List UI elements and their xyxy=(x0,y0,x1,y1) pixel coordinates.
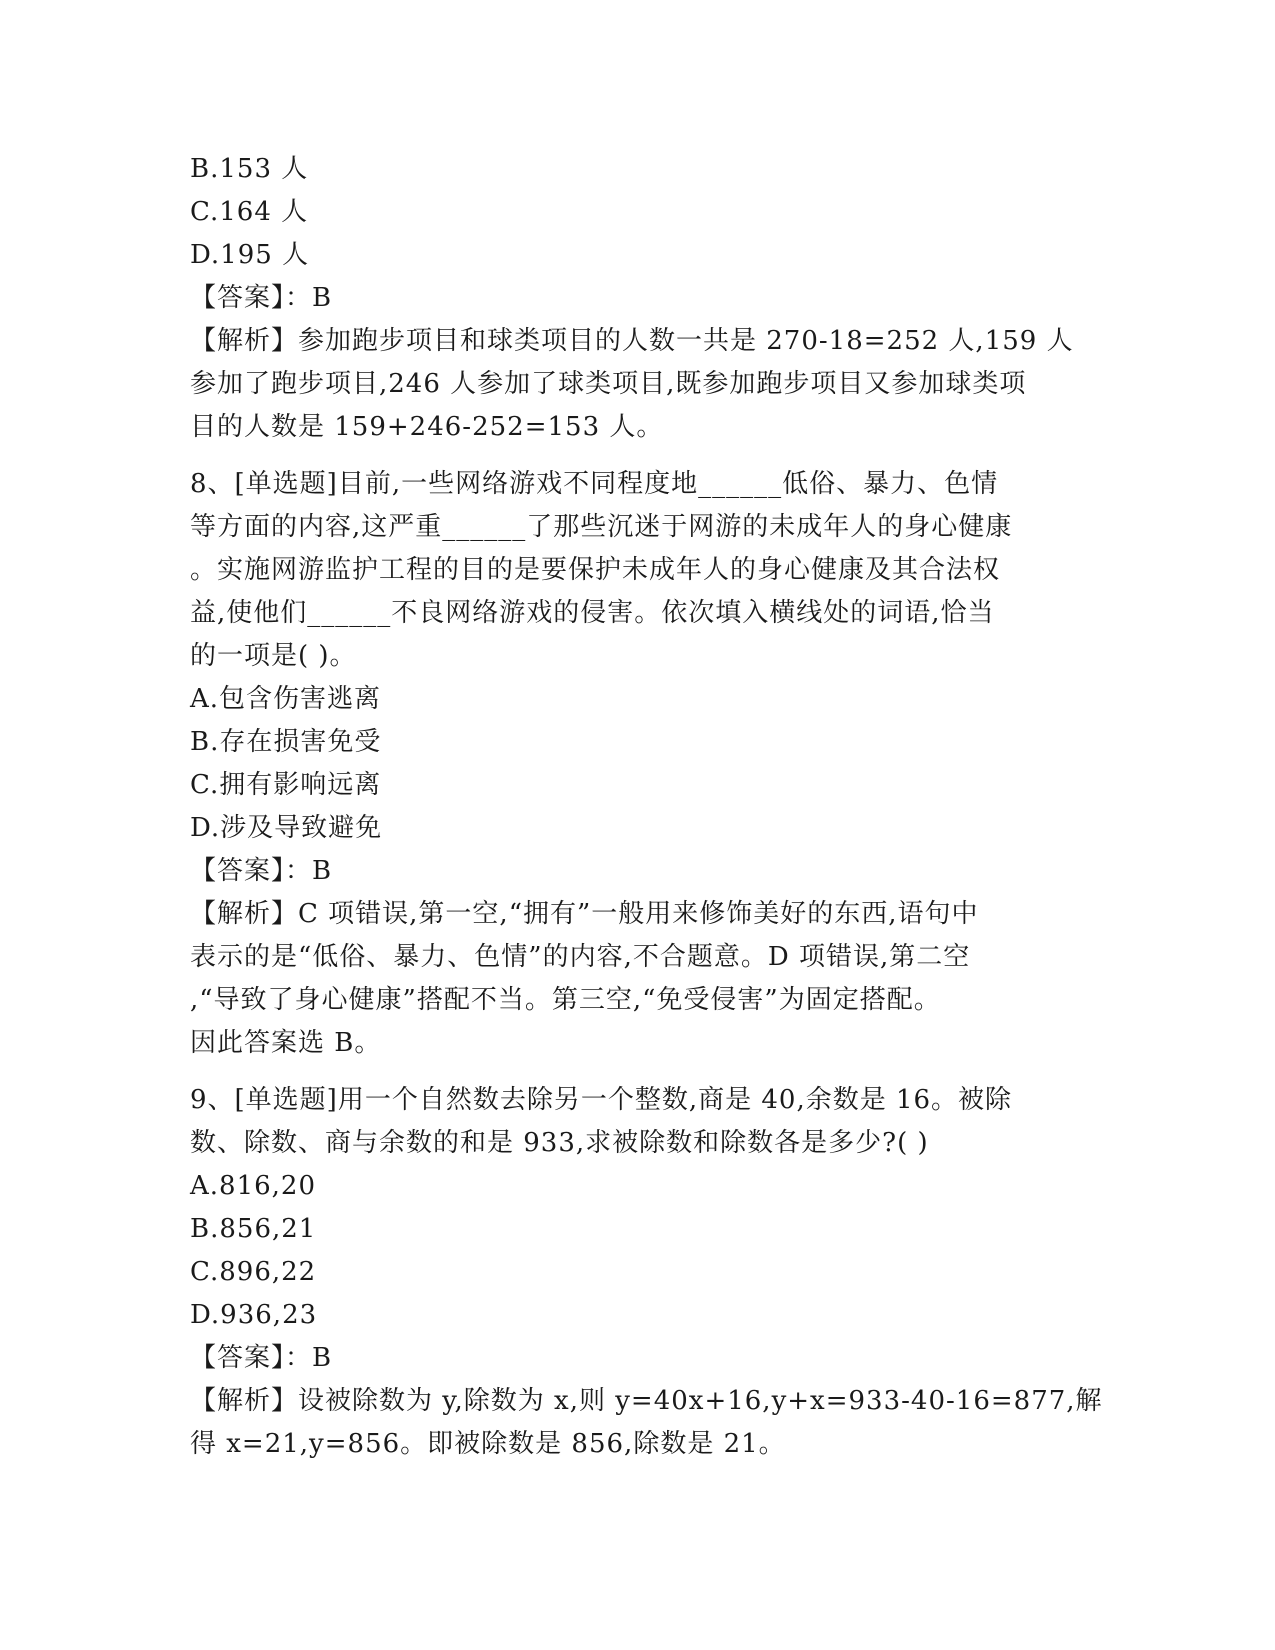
analysis-line: 得 x=21,y=856。即被除数是 856,除数是 21。 xyxy=(190,1429,786,1459)
analysis-line: ,“导致了身心健康”搭配不当。第三空,“免受侵害”为固定搭配。 xyxy=(190,985,941,1015)
option-a: A.816,20 xyxy=(190,1171,317,1201)
analysis-line: 目的人数是 159+246-252=153 人。 xyxy=(190,412,664,442)
option-d: D.936,23 xyxy=(190,1300,318,1330)
option-d: D.195 人 xyxy=(190,240,310,270)
question-8-section xyxy=(190,463,1090,1065)
question-stem-line: 数、除数、商与余数的和是 933,求被除数和除数各是多少?( ) xyxy=(190,1128,929,1158)
answer-line: 【答案】：B xyxy=(190,856,333,886)
question-7-section xyxy=(190,148,1090,449)
option-d: D.涉及导致避免 xyxy=(190,813,383,843)
option-b: B.856,21 xyxy=(190,1214,317,1244)
analysis-line: 【解析】参加跑步项目和球类项目的人数一共是 270-18=252 人,159 人 xyxy=(190,326,1074,356)
option-c: C.拥有影响远离 xyxy=(190,770,382,800)
question-stem-line: 。实施网游监护工程的目的是要保护未成年人的身心健康及其合法权 xyxy=(190,555,1001,585)
option-b: B.153 人 xyxy=(190,154,309,184)
analysis-line: 【解析】设被除数为 y,除数为 x,则 y=40x+16,y+x=933-40-16=877,解 xyxy=(190,1386,1103,1416)
option-a: A.包含伤害逃离 xyxy=(190,684,382,714)
answer-line: 【答案】：B xyxy=(190,283,333,313)
answer-line: 【答案】：B xyxy=(190,1343,333,1373)
analysis-line: 参加了跑步项目,246 人参加了球类项目,既参加跑步项目又参加球类项 xyxy=(190,369,1027,399)
analysis-line: 【解析】C 项错误,第一空,“拥有”一般用来修饰美好的东西,语句中 xyxy=(190,899,979,929)
question-stem-line: 9、[单选题]用一个自然数去除另一个整数,商是 40,余数是 16。被除 xyxy=(190,1085,1013,1115)
document-page xyxy=(190,148,1103,1466)
question-stem-line: 益,使他们______不良网络游戏的侵害。依次填入横线处的词语,恰当 xyxy=(190,598,995,628)
question-stem-line: 的一项是( )。 xyxy=(190,641,357,671)
question-9-section xyxy=(190,1079,1103,1466)
analysis-line: 因此答案选 B。 xyxy=(190,1028,382,1058)
question-stem-line: 8、[单选题]目前,一些网络游戏不同程度地______低俗、暴力、色情 xyxy=(190,469,999,499)
analysis-line: 表示的是“低俗、暴力、色情”的内容,不合题意。D 项错误,第二空 xyxy=(190,942,971,972)
question-stem-line: 等方面的内容,这严重______了那些沉迷于网游的未成年人的身心健康 xyxy=(190,512,1013,542)
option-c: C.164 人 xyxy=(190,197,309,227)
option-b: B.存在损害免受 xyxy=(190,727,382,757)
option-c: C.896,22 xyxy=(190,1257,317,1287)
